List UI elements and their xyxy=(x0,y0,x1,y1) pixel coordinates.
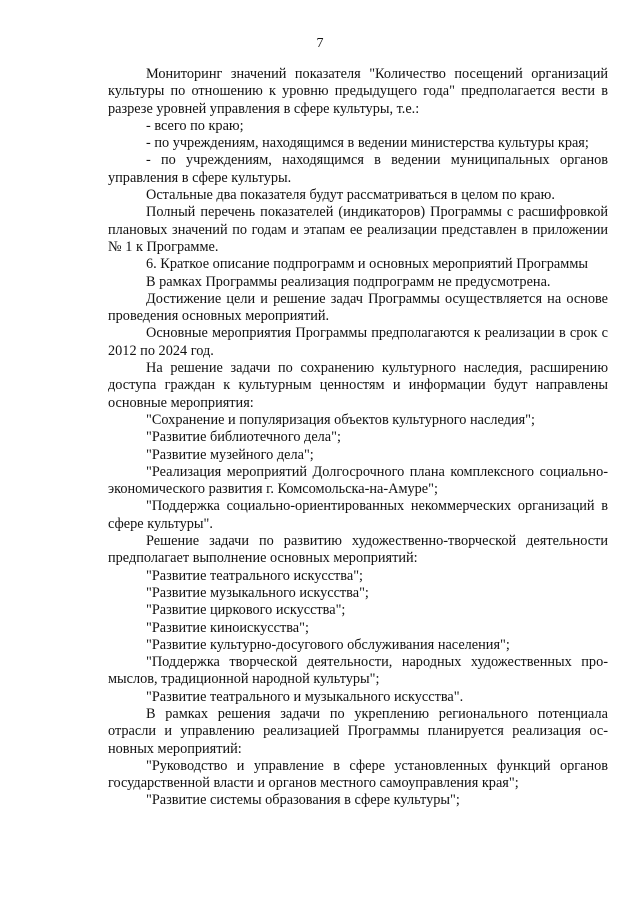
measure-library: "Развитие библиотечного дела"; xyxy=(146,429,341,446)
paragraph-creative-task: Решение задачи по развитию художественно-творческой деятельности предполагает выполнение основных мероприятий: xyxy=(108,533,608,567)
measure-governance: "Руководство и управление в сфере установленных функций органов государственной власти и органов местного самоуправления края"; xyxy=(108,757,608,792)
measure-folk-crafts: "Поддержка творческой деятельности, народных художественных промыслов, традиционной народной культуры"; xyxy=(108,654,608,688)
paragraph-indicator-list: Полный перечень показателей (индикаторов) Программы с расшифровкой плановых значений по годам и этапам ее реализации представлен в приложении № 1 к Программе. xyxy=(108,204,608,255)
paragraph-implementation-period: Основные мероприятия Программы предполагаются к реализации в срок с 2012 по 2024 год. xyxy=(108,325,608,359)
paragraph-other-indicators: Остальные два показателя будут рассматриваться в целом по краю. xyxy=(146,187,555,204)
measure-nonprofit-support: "Поддержка социально-ориентированных некоммерческих организаций в сфере культуры". xyxy=(108,498,608,532)
paragraph-regional-potential-task: В рамках решения задачи по укреплению регионального потенциала отрасли и управлению реализацией Программы планируется реализация основных мероприятий: xyxy=(108,705,608,757)
measure-heritage: "Сохранение и популяризация объектов культурного наследия"; xyxy=(146,411,535,428)
measure-theatre-music: "Развитие театрального и музыкального искусства". xyxy=(146,688,464,705)
list-item-ministry-institutions: - по учреждениям, находящимся в ведении министерства культуры края; xyxy=(146,135,589,152)
measure-education: "Развитие системы образования в сфере культуры"; xyxy=(146,792,460,809)
measure-circus: "Развитие циркового искусства"; xyxy=(146,602,346,619)
paragraph-no-subprograms: В рамках Программы реализация подпрограмм не предусмотрена. xyxy=(146,273,551,290)
page-number: 7 xyxy=(316,36,324,51)
list-item-municipal-institutions: - по учреждениям, находящимся в ведении муниципальных органов управления в сфере культуры. xyxy=(108,152,608,186)
list-item-whole-region: - всего по краю; xyxy=(146,117,244,134)
document-body xyxy=(108,66,608,810)
paragraph-goal-achievement: Достижение цели и решение задач Программы осуществляется на основе проведения основных мероприятий. xyxy=(108,290,608,325)
paragraph-heritage-task: На решение задачи по сохранению культурного наследия, расширению доступа граждан к культурным ценностям и информации будут направлены основные мероприятия: xyxy=(108,360,608,411)
measure-cinema: "Развитие киноискусства"; xyxy=(146,619,309,636)
section-heading: 6. Краткое описание подпрограмм и основных мероприятий Программы xyxy=(146,256,588,273)
measure-komsomolsk-plan: "Реализация мероприятий Долгосрочного плана комплексного социально-экономического развития г. Комсомольска-на-Амуре"; xyxy=(108,463,608,498)
paragraph-monitoring: Мониторинг значений показателя "Количество посещений организаций культуры по отношению к уровню предыдущего года" предполагается вести в разрезе уровней управления в сфере культуры, т.е.: xyxy=(108,66,608,117)
measure-leisure: "Развитие культурно-досугового обслуживания населения"; xyxy=(146,636,510,653)
measure-music: "Развитие музыкального искусства"; xyxy=(146,584,369,601)
measure-museum: "Развитие музейного дела"; xyxy=(146,446,314,463)
measure-theatre: "Развитие театрального искусства"; xyxy=(146,567,364,584)
